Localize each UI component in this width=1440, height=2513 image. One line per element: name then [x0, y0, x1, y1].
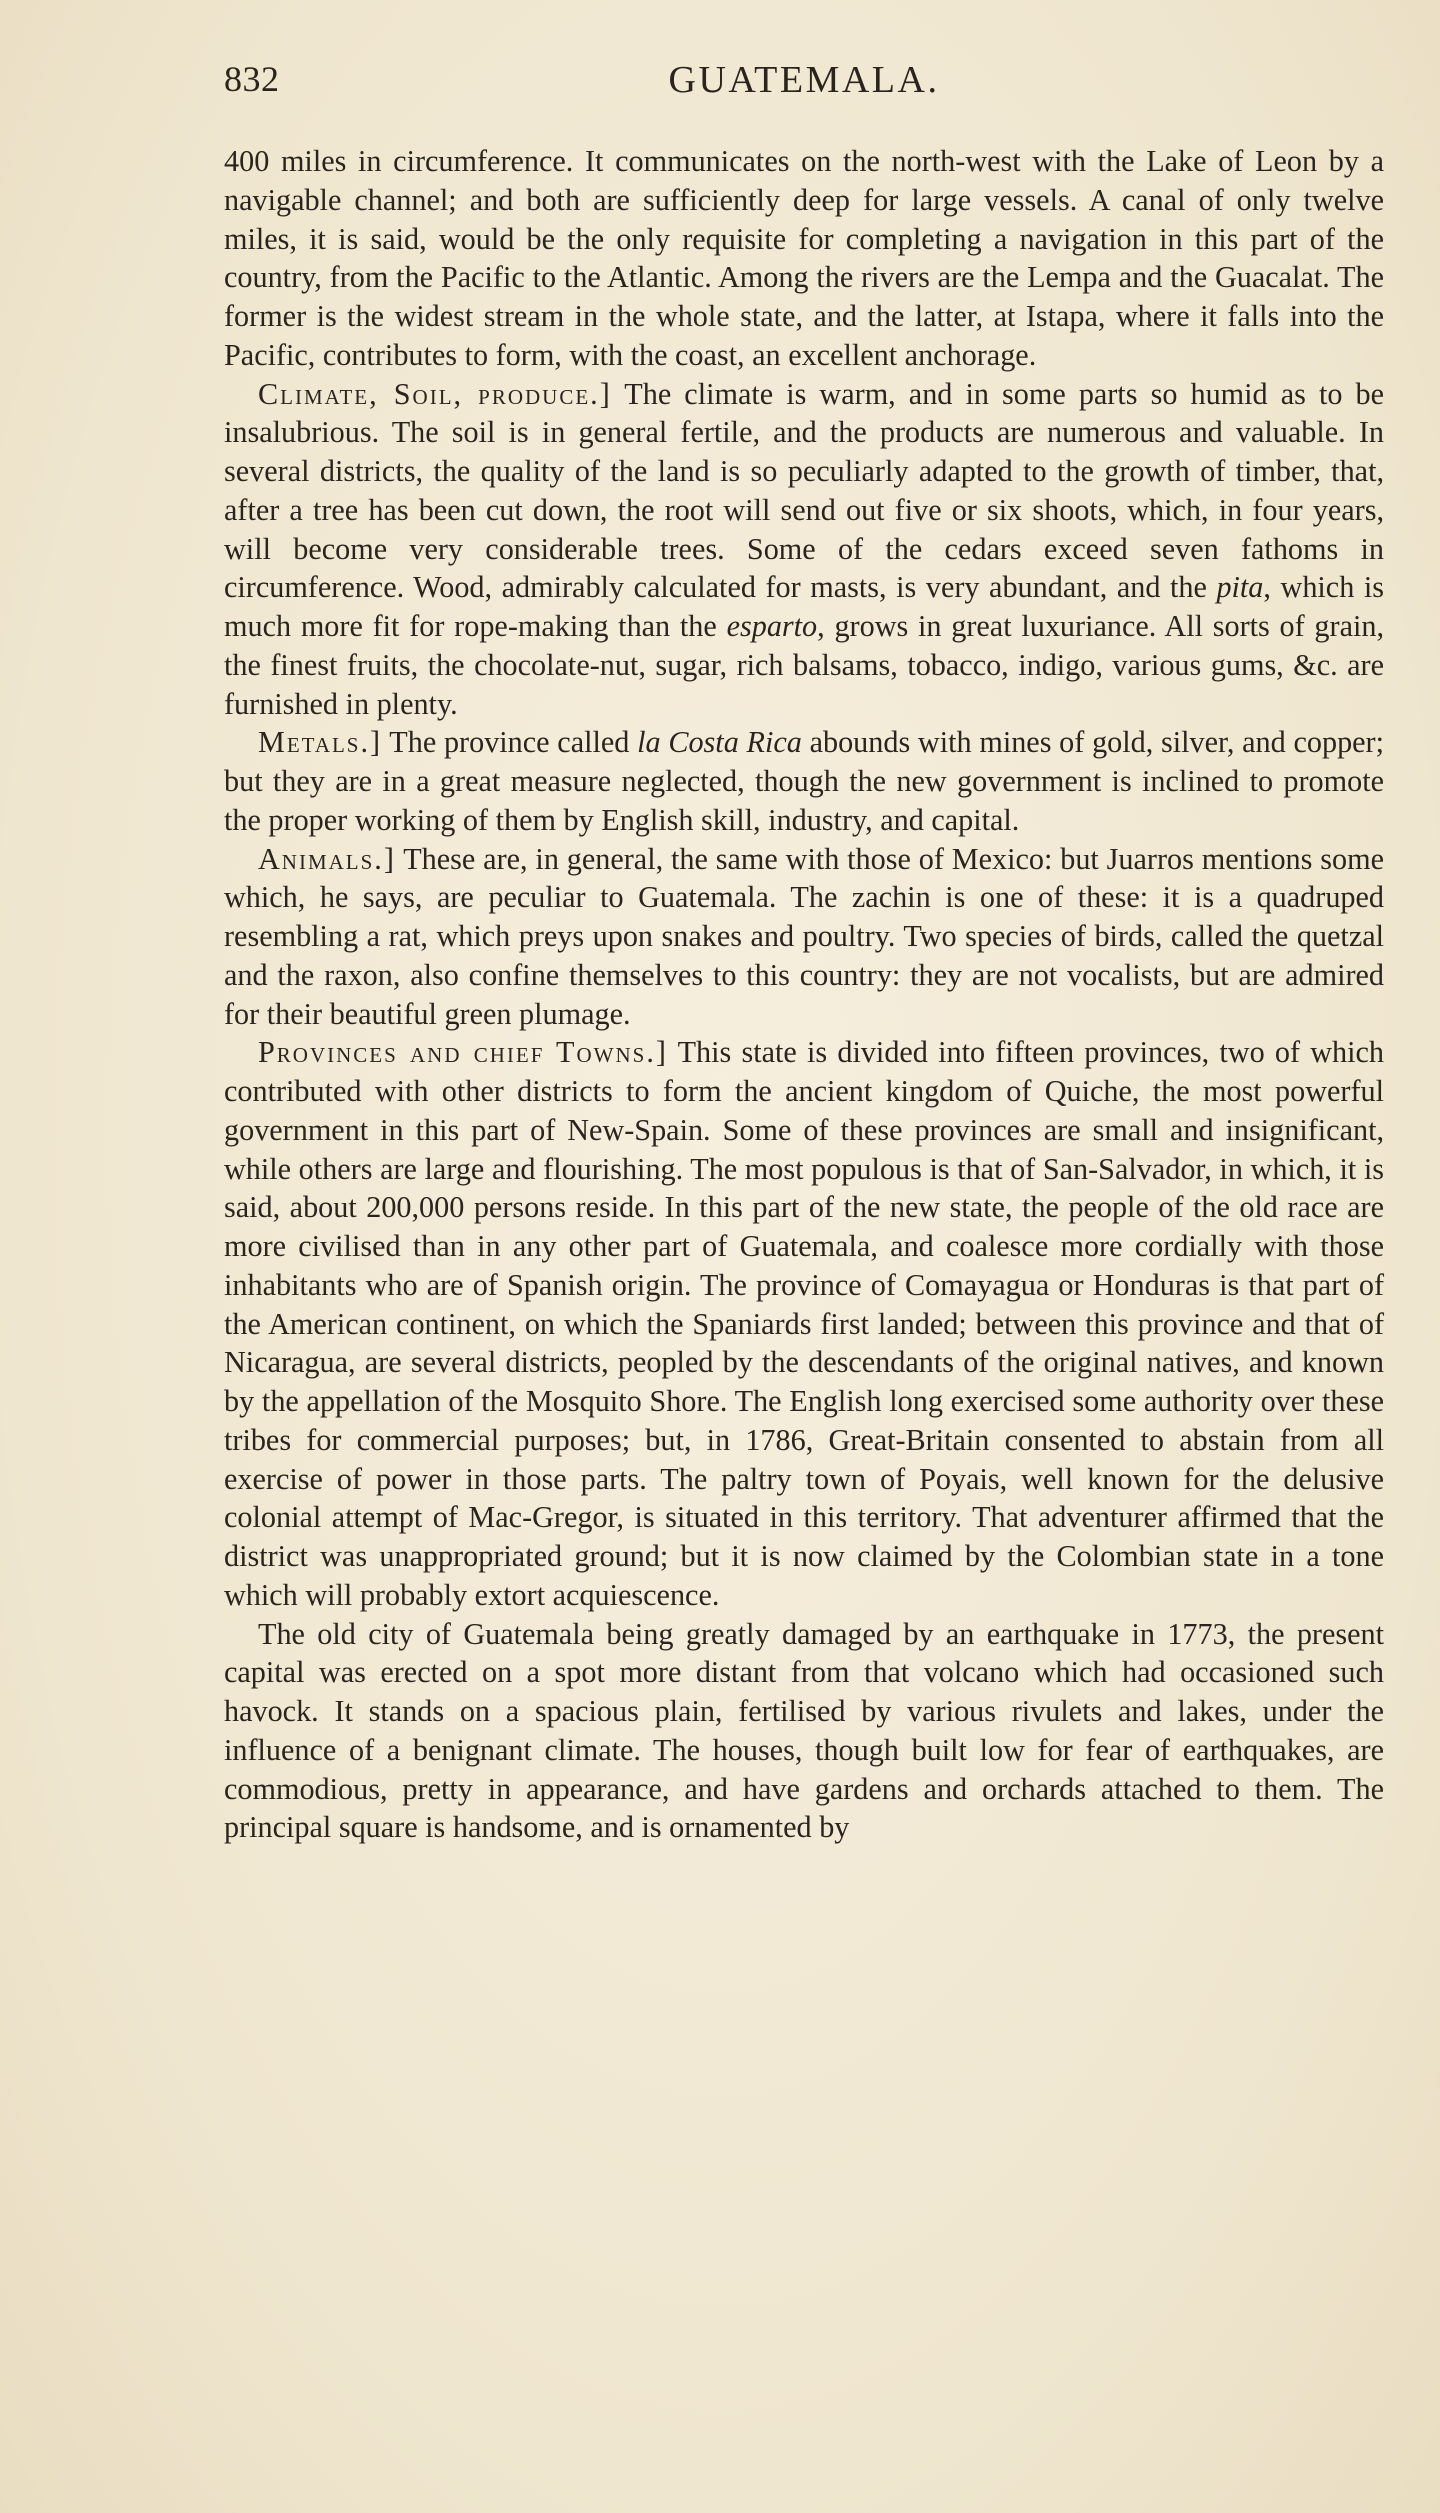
paragraph-text: This state is divided into fifteen provinces, two of which contributed with other districts to form the ancient kingdom of Quiche, the most powerful government in this part of New-Spain. Some of these provinces are small and insignificant, while others are large and flourishing. The most populous is that of San-Salvador, in which, it is said, about 200,000 persons reside. In this part of the new state, the people of the old race are more civilised than in any other part of Guatemala, and coalesce more cordially with those inhabitants who are of Spanish origin. The province of Comayagua or Honduras is that part of the American continent, on which the Spaniards first landed; between this province and that of Nicaragua, are several districts, peopled by the descendants of the original natives, and known by the appellation of the Mosquito Shore. The English long exercised some authority over these tribes for commercial purposes; but, in 1786, Great-Britain consented to abstain from all exercise of power in those parts. The paltry town of Poyais, well known for the delusive colonial attempt of Mac-Gregor, is situated in this territory. That adventurer affirmed that the district was unappropriated ground; but it is now claimed by the Colombian state in a tone which will probably extort acquiescence.: [224, 1035, 1385, 1612]
italic-term-pita: pita: [1216, 570, 1264, 605]
paragraph-text: abounds with mines of gold, silver, and copper; but they are in a great measure neglected, though the new government is inclined to promote the proper working of them by English skill, industry, and capital.: [224, 725, 1384, 837]
page-header: [224, 58, 1384, 114]
paragraph-metals: [224, 723, 1384, 839]
paragraph-text: The province called: [382, 725, 638, 760]
section-heading-climate: Climate, Soil, produce.]: [258, 376, 612, 411]
page-number: 832: [224, 59, 280, 99]
italic-term-costa-rica: la Costa Rica: [637, 725, 802, 760]
section-heading-metals: Metals.]: [258, 725, 383, 760]
paragraph-lake-and-rivers: [224, 142, 1384, 375]
paragraph-text: The climate is warm, and in some parts so humid as to be insalubrious. The soil is in general fertile, and the products are numerous and valuable. In several districts, the quality of the land is so peculiarly adapted to the growth of timber, that, after a tree has been cut down, the root will send out five or six shoots, which, in four years, will become very considerable trees. Some of the cedars exceed seven fathoms in circumference. Wood, admirably calculated for masts, is very abundant, and the: [224, 376, 1384, 605]
paragraph-animals: [224, 840, 1384, 1034]
paragraph-old-city: [224, 1615, 1384, 1848]
paragraph-text: , grows in great luxuriance. All sorts of grain, the finest fruits, the chocolate-nut, sugar, rich balsams, tobacco, indigo, various gums, &c. are furnished in plenty.: [224, 609, 1385, 721]
paragraph-provinces: [224, 1033, 1384, 1614]
section-heading-provinces: Provinces and chief Towns.]: [258, 1035, 668, 1070]
section-heading-animals: Animals.]: [258, 841, 396, 876]
paragraph-text: These are, in general, the same with those of Mexico: but Juarros mentions some which, he says, are peculiar to Guatemala. The zachin is one of these: it is a quadruped resembling a rat, which preys upon snakes and poultry. Two species of birds, called the quetzal and the raxon, also confine themselves to this country: they are not vocalists, but are admired for their beautiful green plumage.: [224, 841, 1384, 1031]
body-text: [224, 142, 1384, 1847]
running-head: GUATEMALA.: [668, 59, 940, 101]
italic-term-esparto: esparto: [726, 609, 818, 643]
paragraph-text: 400 miles in circumference. It communicates on the north-west with the Lake of Leon by a navigable channel; and both are sufficiently deep for large vessels. A canal of only twelve miles, it is said, would be the only requisite for completing a navigation in this part of the country, from the Pacific to the Atlantic. Among the rivers are the Lempa and the Guacalat. The former is the widest stream in the whole state, and the latter, at Istapa, where it falls into the Pacific, contributes to form, with the coast, an excellent anchorage.: [224, 144, 1384, 372]
paragraph-climate-soil-produce: [224, 375, 1384, 724]
paragraph-text: The old city of Guatemala being greatly damaged by an earthquake in 1773, the present capital was erected on a spot more distant from that volcano which had occasioned such havock. It stands on a spacious plain, fertilised by various rivulets and lakes, under the influence of a benignant climate. The houses, though built low for fear of earthquakes, are commodious, pretty in appearance, and have gardens and orchards attached to them. The principal square is handsome, and is ornamented by: [224, 1616, 1384, 1845]
paragraph-text: , which is much more fit for rope-making than the: [224, 570, 1384, 643]
